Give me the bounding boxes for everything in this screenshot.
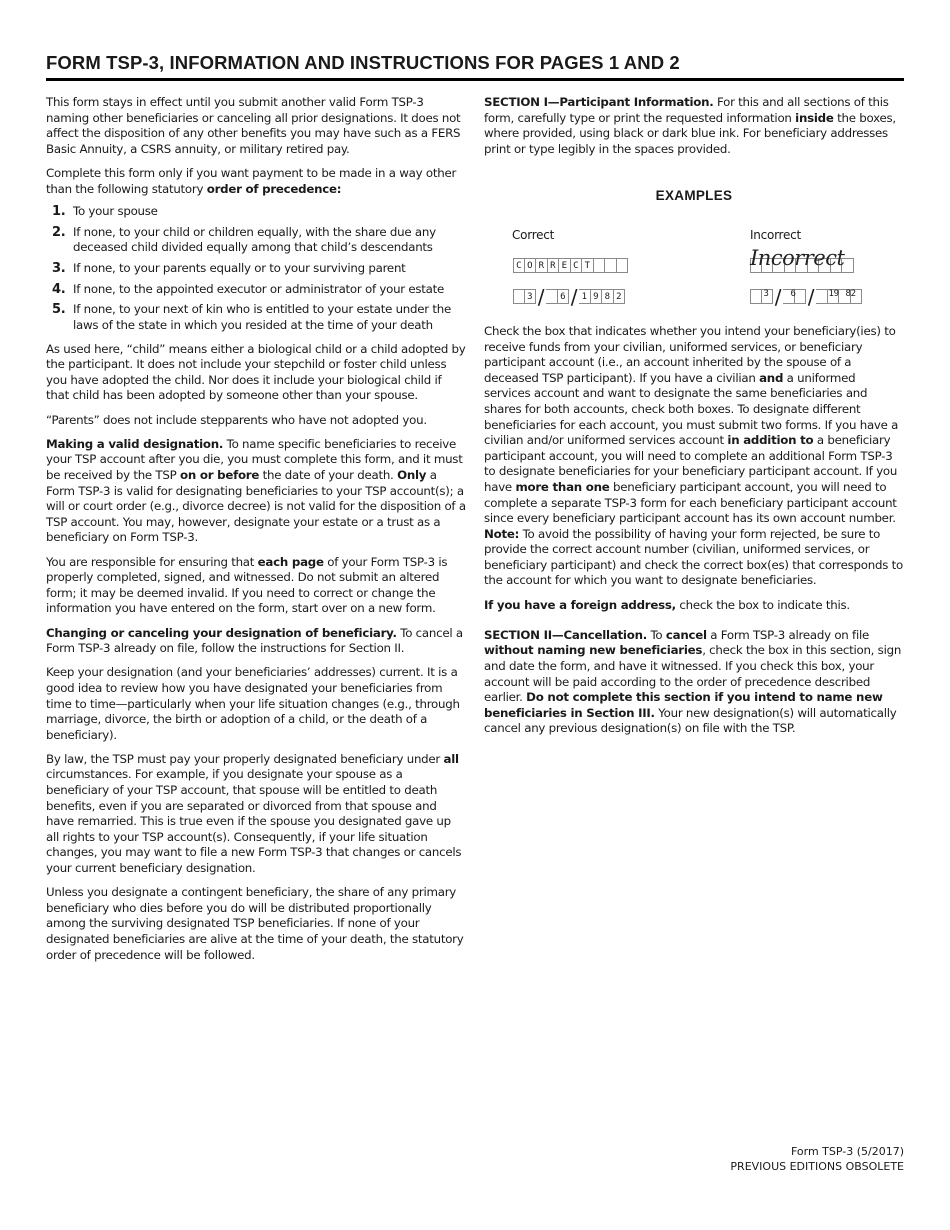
examples-grid <box>484 228 904 326</box>
account-type-paragraph: Check the box that indicates whether you intend your beneficiary(ies) to receive funds from your civilian, uniformed services, or beneficiary participant account (i.e., an account inherited by the spouse of a deceased TSP participant). If you have a civilian and a uniformed services account and want to designate the same beneficiaries and shares for both accounts, check both boxes. To designate different beneficiaries for each account, you must submit two forms. If you have a civilian and/or uniformed services account in addition to a beneficiary participant account, you will need to complete an additional Form TSP-3 to designate beneficiaries for your beneficiary participant account. If you have more than one beneficiary participant account, you will need to complete a separate TSP-3 form for each beneficiary participant account since every beneficiary participant account has its own account number. Note: To avoid the possibility of having your form rejected, be sure to provide the correct account number (civilian, uniformed services, or beneficiary participant) and check the correct box(es) that corresponds to the account for which you want to designate beneficiaries. <box>484 323 903 588</box>
child-definition: As used here, “child” means either a biological child or a child adopted by the participant. It does not include your stepchild or foster child unless you have adopted the child. Nor does it include your biological child if that child has been adopted by someone other than your spouse. <box>46 341 466 403</box>
intro-paragraph: This form stays in effect until you submit another valid Form TSP-3 naming other beneficiaries or canceling all prior designations. It does not affect the disposition of any other benefits you may have such as a FERS Basic Annuity, a CSRS annuity, or military retired pay. <box>46 95 461 156</box>
correct-date-boxes <box>513 284 625 309</box>
by-law-paragraph: By law, the TSP must pay your properly designated beneficiary under all circumstances. For example, if you designate your spouse as a beneficiary of your TSP account, that spouse will be entitled to death benefits, even if you are separated or divorced from that spouse and have remarried. This is true even if the spouse you designated gave up all rights to your TSP account(s). Consequently, if your life situation changes, you may want to file a new Form TSP-3 that changes or cancels your current beneficiary designation. <box>46 751 462 876</box>
date-separator: / <box>774 284 782 309</box>
char-box: R <box>548 258 560 273</box>
char-box: E <box>559 258 571 273</box>
foreign-address-paragraph: If you have a foreign address, check the box to indicate this. <box>484 597 850 612</box>
incorrect-year-digits-2: 82 <box>845 288 856 299</box>
char-box <box>845 288 863 304</box>
examples-title: EXAMPLES <box>655 188 733 204</box>
list-item: 2. If none, to your child or children equally, with the share due any deceased child divided equally among that child’s descendants <box>52 224 436 255</box>
char-box <box>750 289 762 304</box>
title-rule <box>46 78 904 81</box>
parents-definition: “Parents” does not include stepparents who have not adopted you. <box>46 412 427 427</box>
precedence-list <box>46 204 466 334</box>
incorrect-year-digits-1: 19 <box>828 288 839 299</box>
incorrect-word-boxes <box>750 245 854 273</box>
char-box: 1 <box>579 289 591 304</box>
left-column <box>46 95 466 972</box>
obsolete-note: PREVIOUS EDITIONS OBSOLETE <box>730 1160 904 1173</box>
list-item: 5. If none, to your next of kin who is entitled to your estate under the laws of the state in which you resided at the time of your death <box>52 302 451 333</box>
incorrect-label: Incorrect <box>750 227 801 242</box>
char-box: T <box>582 258 594 273</box>
form-id: Form TSP-3 (5/2017) <box>790 1145 904 1158</box>
changing-paragraph: Changing or canceling your designation of beneficiary. To cancel a Form TSP-3 already on file, follow the instructions for Section II. <box>46 625 463 656</box>
list-item: 1. To your spouse <box>52 203 158 219</box>
char-box: 9 <box>591 289 603 304</box>
char-box: C <box>571 258 583 273</box>
section-2-paragraph: SECTION II—Cancellation. To cancel a Form TSP-3 already on file without naming new beneficiaries, check the box in this section, sign and date the form, and have it witnessed. If you check this box, your account will be paid according to the order of precedence described earlier. Do not complete this section if you intend to name new beneficiaries in Section III. Your new designation(s) will automatically cancel any previous designation(s) on file with the TSP. <box>484 627 902 736</box>
char-box <box>828 289 840 304</box>
char-box: 6 <box>558 289 570 304</box>
char-box: C <box>513 258 525 273</box>
date-separator: / <box>807 284 815 309</box>
correct-label: Correct <box>512 227 555 242</box>
char-box <box>762 289 774 304</box>
char-box: 8 <box>602 289 614 304</box>
date-separator: / <box>570 284 578 309</box>
list-item: 4. If none, to the appointed executor or administrator of your estate <box>52 281 445 297</box>
char-box <box>816 289 828 304</box>
list-item: 3. If none, to your parents equally or to your surviving parent <box>52 260 406 276</box>
char-box <box>605 258 617 273</box>
incorrect-month-digit: 3 <box>763 288 769 299</box>
char-box <box>790 288 807 304</box>
char-box: R <box>536 258 548 273</box>
keep-current-paragraph: Keep your designation (and your beneficiaries’ addresses) current. It is a good idea to review how you have designated your beneficiaries from time to time—particularly when your life situation changes (e.g., through marriage, divorce, the birth or adoption of a child, or the death of a beneficiary). <box>46 665 460 742</box>
char-box: 3 <box>525 289 537 304</box>
incorrect-date-boxes <box>750 284 862 309</box>
page-footer <box>730 1144 904 1174</box>
contingent-paragraph: Unless you designate a contingent beneficiary, the share of any primary beneficiary who dies before you do will be distributed proportionally among the surviving designated TSP beneficiaries. If none of your designated beneficiaries are alive at the time of your death, the statutory order of precedence will be followed. <box>46 885 464 962</box>
char-box <box>617 258 629 273</box>
char-box <box>546 289 558 304</box>
precedence-intro: Complete this form only if you want payment to be made in a way other than the following statutory order of precedence: <box>46 165 457 196</box>
section-1-paragraph: SECTION I—Participant Information. For this and all sections of this form, carefully type or print the requested information inside the boxes, where provided, using black or dark blue ink. For beneficiary addresses print or type legibly in the spaces provided. <box>484 95 896 156</box>
responsibility-paragraph: You are responsible for ensuring that each page of your Form TSP-3 is properly completed, signed, and witnessed. Do not submit an altered form; it may be deemed invalid. If you need to correct or change the information you have entered on the form, start over on a new form. <box>46 554 448 616</box>
char-box <box>513 289 525 304</box>
date-separator: / <box>537 284 545 309</box>
right-column <box>484 95 904 746</box>
char-box: 2 <box>614 289 626 304</box>
char-box: O <box>525 258 537 273</box>
char-box <box>594 258 606 273</box>
incorrect-day-digit: 6 <box>790 288 796 299</box>
valid-designation-paragraph: Making a valid designation. To name specific beneficiaries to receive your TSP account after you die, you must complete this form, and it must be received by the TSP on or before the date of your death. Only a Form TSP-3 is valid for designating beneficiaries to your TSP account(s); a will or court order (e.g., divorce decree) is not valid for the disposition of a TSP account. You may, however, designate your estate or a trust as a beneficiary on Form TSP-3. <box>46 436 466 545</box>
incorrect-script-word: Incorrect <box>750 245 845 270</box>
page-title: FORM TSP-3, INFORMATION AND INSTRUCTIONS FOR PAGES 1 AND 2 <box>46 52 680 73</box>
correct-word-boxes <box>513 258 628 273</box>
